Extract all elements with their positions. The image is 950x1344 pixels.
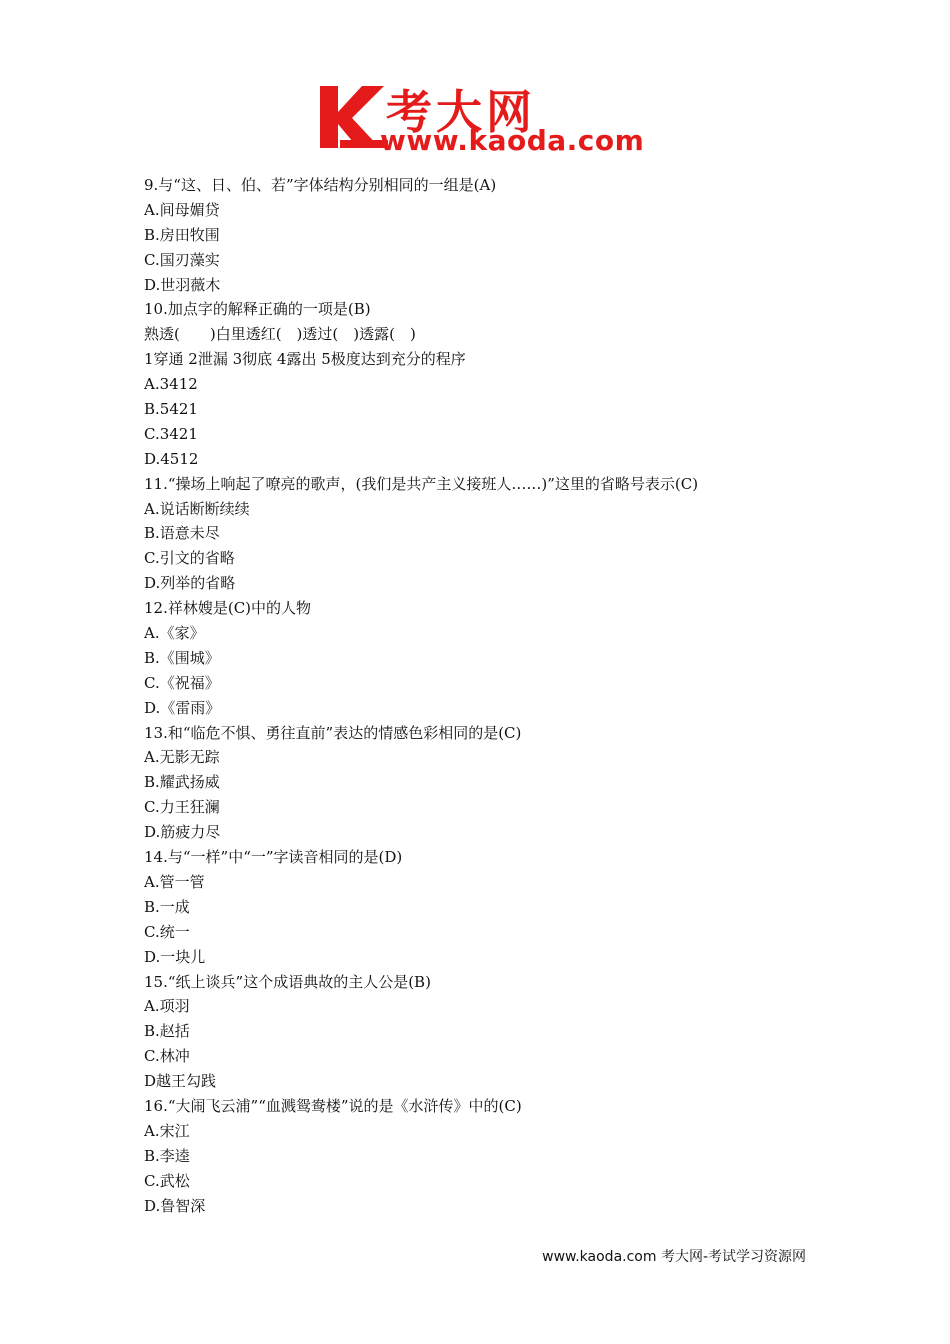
text-line: 12.祥林嫂是(C)中的人物 (144, 599, 312, 618)
text-line: D越王勾践 (144, 1072, 217, 1091)
text-line: B.一成 (144, 897, 190, 916)
text-line: 熟透( )白里透红( )透过( )透露( ) (144, 325, 416, 344)
text-line: A.说话断断续续 (144, 499, 250, 518)
text-line: C.力王狂澜 (144, 798, 220, 817)
logo-brand-url: www.kaoda.com (380, 124, 645, 157)
text-line: C.武松 (144, 1171, 190, 1190)
text-line: C.3421 (144, 424, 198, 443)
text-line: D.一块儿 (144, 947, 206, 966)
text-line: B.语意未尽 (144, 524, 220, 543)
text-line: B.5421 (144, 400, 198, 419)
text-line: 11.“操场上响起了嘹亮的歌声，(我们是共产主义接班人……)”这里的省略号表示(C) (144, 474, 699, 493)
footer-text: www.kaoda.com 考大网-考试学习资源网 (542, 1249, 806, 1265)
text-line: A.宋江 (144, 1121, 190, 1140)
text-line: B.耀武扬威 (144, 773, 220, 792)
k-logo-icon (318, 82, 388, 154)
text-line: D.4512 (144, 449, 199, 468)
text-line: D.筋疲力尽 (144, 823, 221, 842)
text-line: C.统一 (144, 922, 190, 941)
question-list (144, 173, 844, 1218)
kaoda-logo (318, 78, 645, 162)
text-line: A.间母媚贷 (144, 200, 220, 219)
text-line: D.列举的省略 (144, 574, 236, 593)
text-line: B.赵括 (144, 1022, 190, 1041)
text-line: B.李逵 (144, 1146, 190, 1165)
text-line: D.《雷雨》 (144, 698, 221, 717)
text-line: A.《家》 (144, 624, 205, 643)
text-line: D.世羽薇木 (144, 275, 221, 294)
text-line: 16.“大闹飞云浦”“血溅鸳鸯楼”说的是《水浒传》中的(C) (144, 1096, 522, 1115)
text-line: B.房田牧围 (144, 225, 220, 244)
text-line: 9.与“这、日、伯、若”字体结构分别相同的一组是(A) (144, 176, 497, 194)
text-line: A.3412 (144, 375, 198, 394)
text-line: 1穿通 2泄漏 3彻底 4露出 5极度达到充分的程序 (144, 350, 466, 369)
text-line: 10.加点字的解释正确的一项是(B) (144, 300, 371, 319)
text-line: C.国刃藻实 (144, 250, 220, 269)
text-line: C.《祝福》 (144, 673, 220, 692)
text-line: A.管一管 (144, 872, 205, 891)
text-line: D.鲁智深 (144, 1196, 206, 1215)
text-line: B.《围城》 (144, 648, 220, 667)
text-line: 15.“纸上谈兵”这个成语典故的主人公是(B) (144, 972, 431, 991)
text-line: A.无影无踪 (144, 748, 220, 767)
text-line: A.项羽 (144, 997, 190, 1016)
text-line: 13.和“临危不惧、勇往直前”表达的情感色彩相同的是(C) (144, 723, 522, 742)
text-line: C.林冲 (144, 1047, 190, 1066)
logo-brand-cn: 考大网 (386, 85, 536, 139)
text-line: 14.与“一样”中“一”字读音相同的是(D) (144, 848, 403, 867)
text-line: C.引文的省略 (144, 549, 235, 568)
